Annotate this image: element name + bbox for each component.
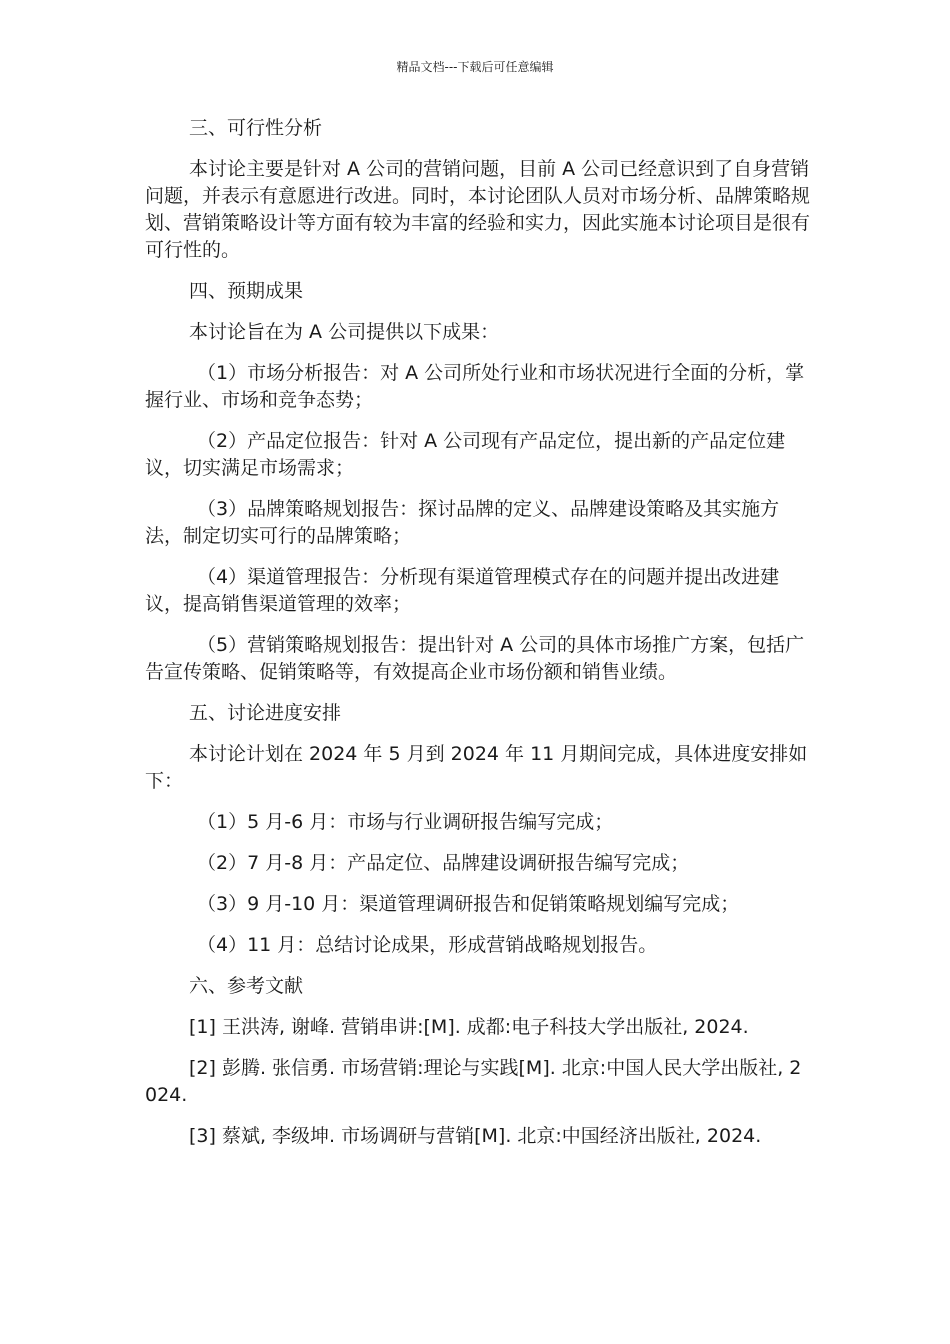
list-item: （5）营销策略规划报告：提出针对 A 公司的具体市场推广方案，包括广告宣传策略、促销策略等，有效提高企业市场份额和销售业绩。 bbox=[145, 634, 805, 683]
list-item: （1）市场分析报告：对 A 公司所处行业和市场状况进行全面的分析，掌握行业、市场和竞争态势； bbox=[145, 362, 805, 411]
paragraph-outcomes-intro: 本讨论旨在为 A 公司提供以下成果： bbox=[189, 321, 500, 343]
section-heading-feasibility: 三、可行性分析 bbox=[189, 117, 323, 139]
list-item: （4）11 月：总结讨论成果，形成营销战略规划报告。 bbox=[197, 934, 658, 956]
list-item: （2）7 月-8 月：产品定位、品牌建设调研报告编写完成； bbox=[197, 852, 690, 874]
paragraph-feasibility: 本讨论主要是针对 A 公司的营销问题，目前 A 公司已经意识到了自身营销问题，并表示有意愿进行改进。同时，本讨论团队人员对市场分析、品牌策略规划、营销策略设计等方面有较为丰富的经验和实力，因此实施本讨论项目是很有可行性的。 bbox=[145, 158, 811, 261]
document-body bbox=[145, 115, 810, 1164]
page-header: 精品文档---下载后可任意编辑 bbox=[396, 60, 554, 74]
paragraph-schedule-intro: 本讨论计划在 2024 年 5 月到 2024 年 11 月期间完成，具体进度安排如下： bbox=[145, 743, 808, 792]
list-item: （1）5 月-6 月：市场与行业调研报告编写完成； bbox=[197, 811, 614, 833]
list-item: （3）9 月-10 月：渠道管理调研报告和促销策略规划编写完成； bbox=[197, 893, 740, 915]
list-item: （3）品牌策略规划报告：探讨品牌的定义、品牌建设策略及其实施方法，制定切实可行的品牌策略； bbox=[145, 498, 780, 547]
section-heading-schedule: 五、讨论进度安排 bbox=[189, 702, 342, 724]
list-item: （2）产品定位报告：针对 A 公司现有产品定位，提出新的产品定位建议，切实满足市场需求； bbox=[145, 430, 786, 479]
reference-item: [3] 蔡斌, 李级坤. 市场调研与营销[M]. 北京:中国经济出版社, 2024. bbox=[189, 1125, 762, 1147]
reference-item: [2] 彭腾. 张信勇. 市场营销:理论与实践[M]. 北京:中国人民大学出版社, 2024. bbox=[145, 1057, 802, 1106]
list-item: （4）渠道管理报告：分析现有渠道管理模式存在的问题并提出改进建议，提高销售渠道管理的效率； bbox=[145, 566, 780, 615]
reference-item: [1] 王洪涛, 谢峰. 营销串讲:[M]. 成都:电子科技大学出版社, 2024. bbox=[189, 1016, 749, 1038]
section-heading-references: 六、参考文献 bbox=[189, 975, 304, 997]
section-heading-outcomes: 四、预期成果 bbox=[189, 280, 304, 302]
